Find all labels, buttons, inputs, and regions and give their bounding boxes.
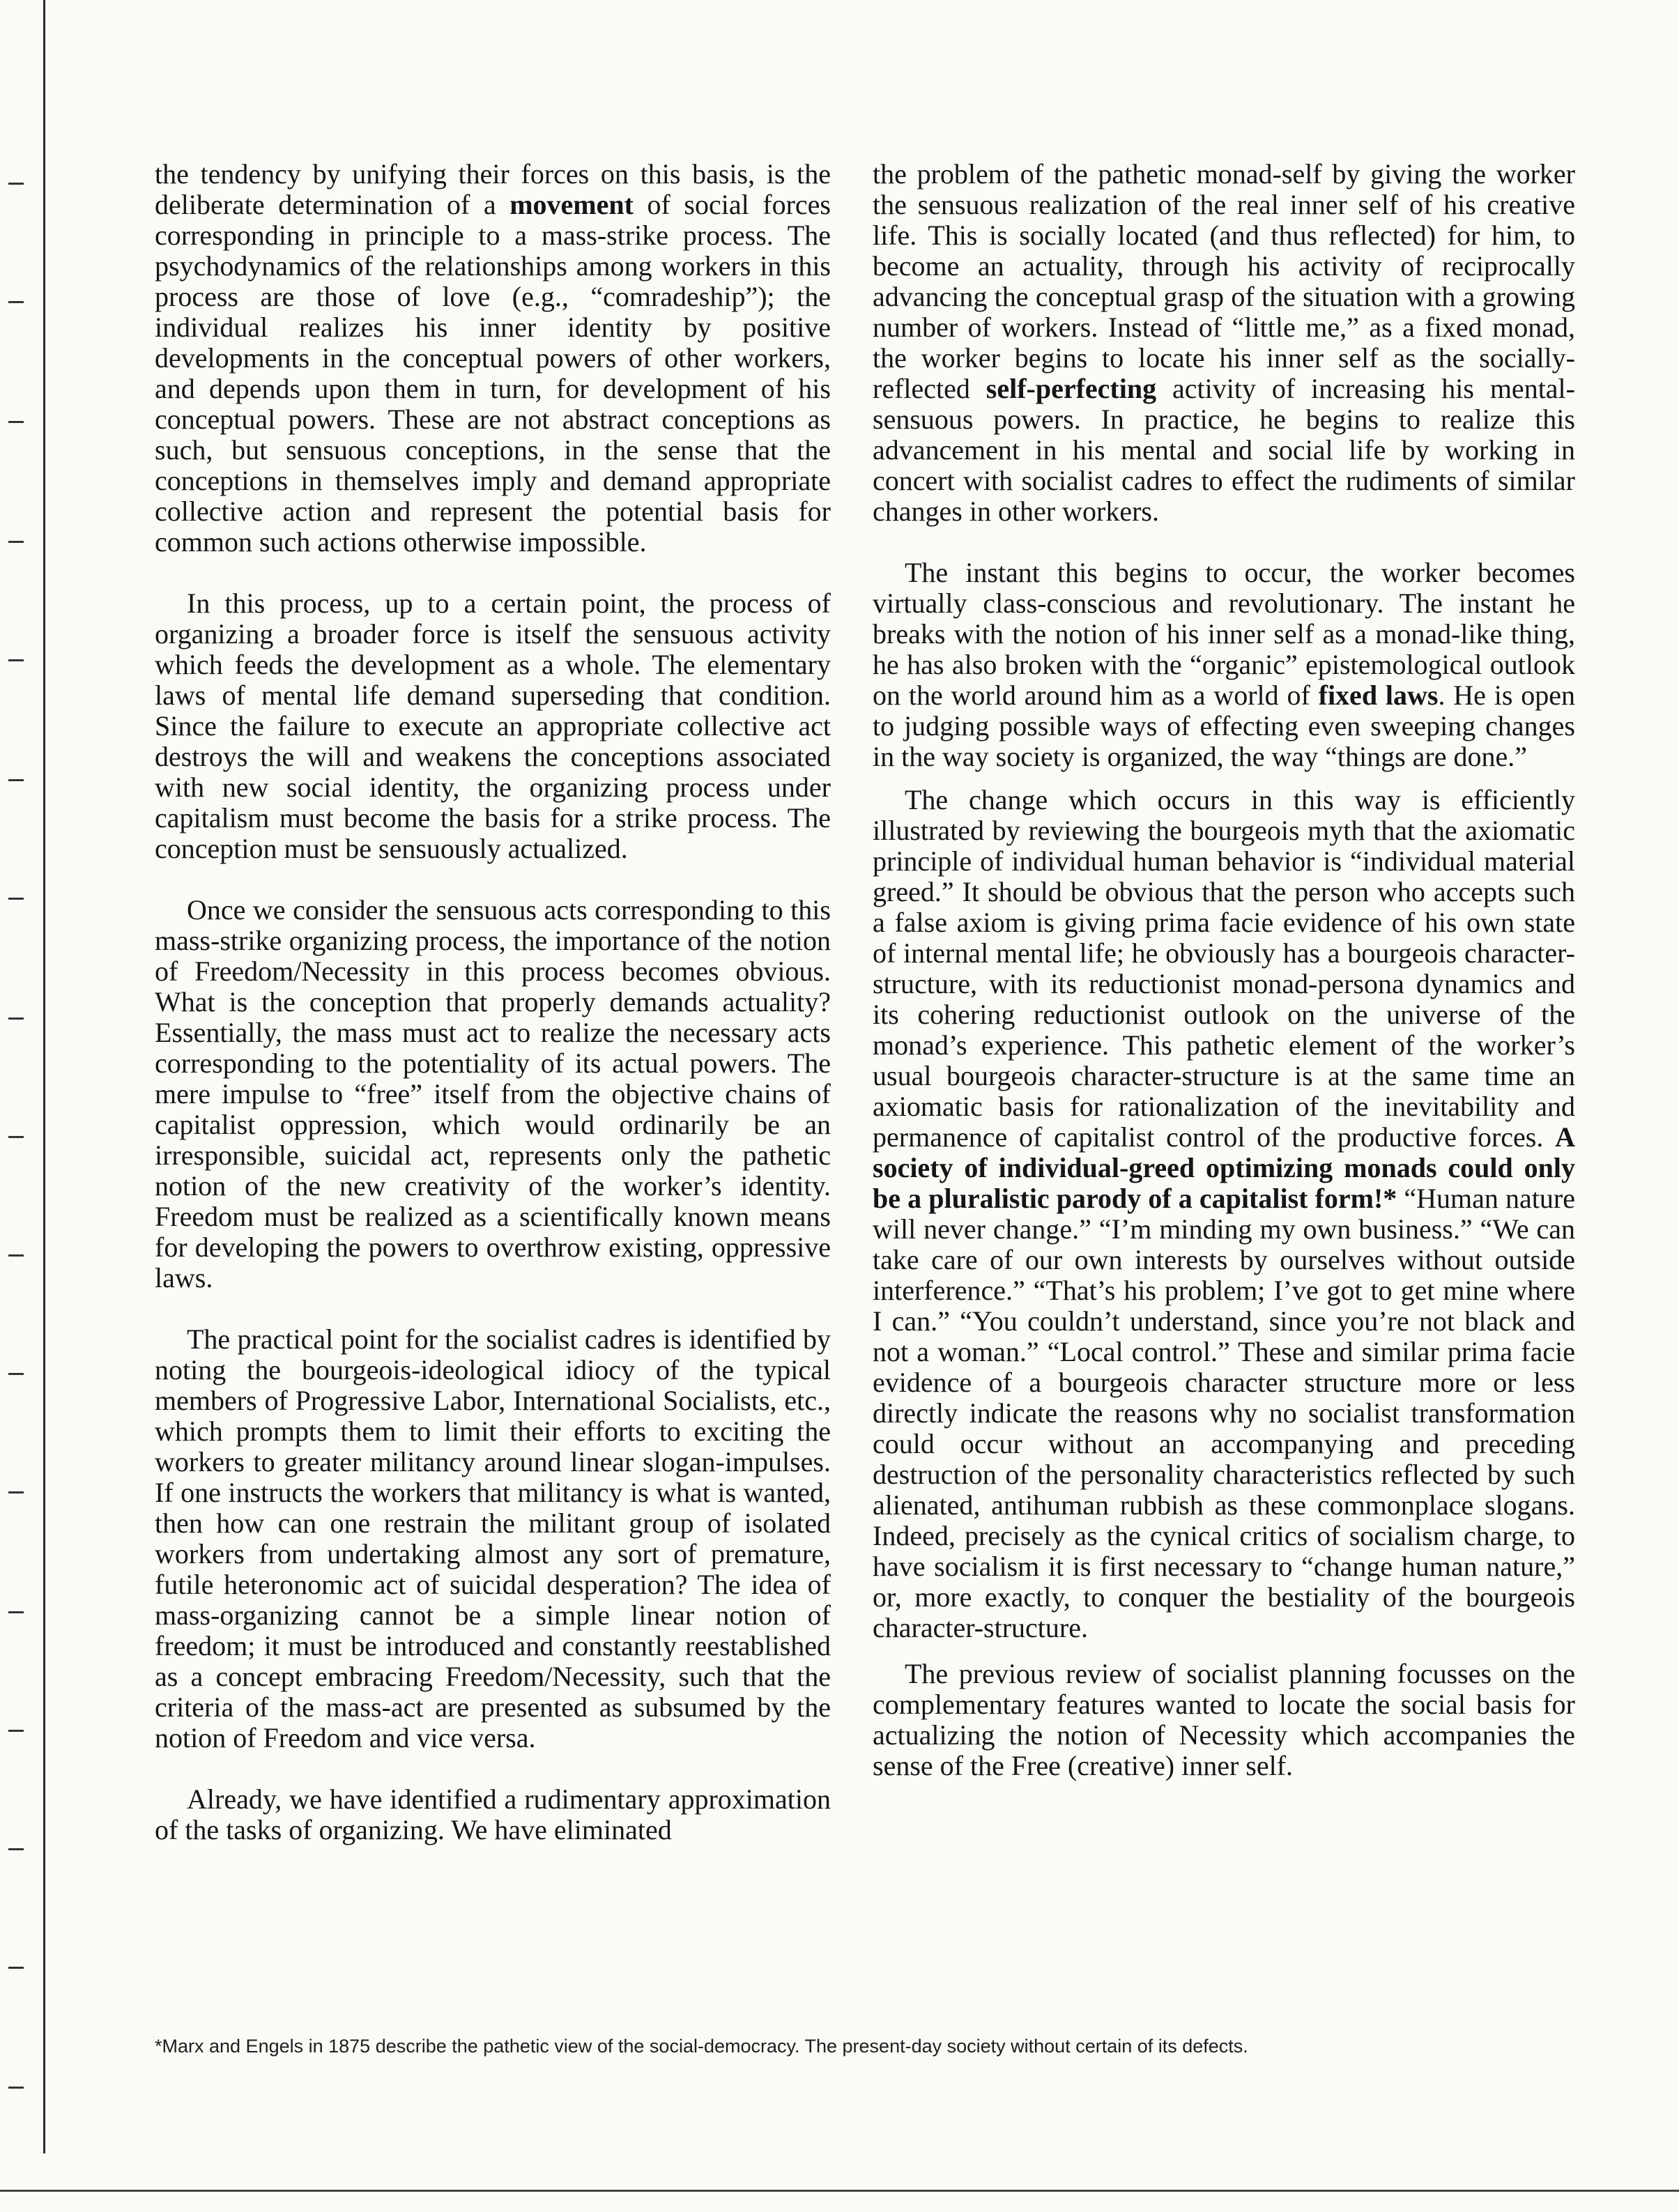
paragraph	[155, 1784, 831, 1845]
margin-tick	[8, 1373, 24, 1375]
bold-phrase: self-perfecting	[986, 373, 1157, 404]
text-run: of social forces corresponding in principle to a mass-strike process. The psychodynamics of the relationships among workers in this process are those of love (e.g., “comradeship”); the individual realizes his inner identity by positive developments in the conceptual powers of other workers, and depends upon them in turn, for development of his conceptual powers. These are not abstract conceptions as such, but sensuous conceptions, in the sense that the conceptions in themselves imply and demand appropriate collective action and represent the potential basis for common such actions otherwise impossible.	[155, 189, 831, 558]
margin-tick	[8, 541, 24, 543]
margin-tick	[8, 659, 24, 661]
text-run: In this process, up to a certain point, the process of organizing a broader force is itself the sensuous activity which feeds the development as a whole. The elementary laws of mental life demand superseding that condition. Since the failure to execute an appropriate collective act destroys the will and weakens the conceptions associated with new social identity, the organizing process under capitalism must become the basis for a strike process. The conception must be sensuously actualized.	[155, 587, 831, 864]
margin-tick	[8, 1491, 24, 1493]
text-run: The previous review of socialist planning focusses on the complementary features wanted to locate the social basis for actualizing the notion of Necessity which accompanies the sense of the Free (creative) inner self.	[873, 1658, 1575, 1781]
margin-tick	[8, 421, 24, 423]
text-run: The practical point for the socialist cadres is identified by noting the bourgeois-ideological idiocy of the typical members of Progressive Labor, International Socialists, etc., which prompts them to limit their efforts to exciting the workers to greater militancy around linear slogan-impulses. If one instructs the workers that militancy is what is wanted, then how can one restrain the militant group of isolated workers from undertaking almost any sort of premature, futile heteronomic act of suicidal desperation? The idea of mass-organizing cannot be a simple linear notion of freedom; it must be introduced and constantly reestablished as a concept embracing Freedom/Necessity, such that the criteria of the mass-act are presented as subsumed by the notion of Freedom and vice versa.	[155, 1323, 831, 1753]
text-run: activity of increasing his mental-sensuous powers. In practice, he begins to realize this advancement in his mental and social life by working in concert with socialist cadres to effect the rudiments of similar changes in other workers.	[873, 373, 1575, 527]
text-run: Once we consider the sensuous acts corresponding to this mass-strike organizing process, the importance of the notion of Freedom/Necessity in this process becomes obvious. What is the conception that properly demands actuality? Essentially, the mass must act to realize the necessary acts corresponding to the potentiality of its actual powers. The mere impulse to “free” itself from the objective chains of capitalist oppression, which would ordinarily be an irresponsible, suicidal act, represents only the pathetic notion of the new creativity of the worker’s identity. Freedom must be realized as a scientifically known means for developing the powers to overthrow existing, oppressive laws.	[155, 894, 831, 1293]
left-text-column	[155, 159, 831, 1845]
paragraph	[873, 558, 1575, 772]
text-run: Already, we have identified a rudimentary approximation of the tasks of organizing. We have eliminated	[155, 1783, 831, 1845]
margin-tick	[8, 1967, 24, 1969]
paragraph	[155, 588, 831, 864]
text-run: The instant this begins to occur, the worker becomes virtually class-conscious and revolutionary. The instant he breaks with the notion of his inner self as a monad-like thing, he has also broken with the “organic” epistemological outlook on the world around him as a world of	[873, 557, 1575, 711]
paragraph	[873, 1659, 1575, 1781]
bold-phrase: A society of individual-greed optimizing monads could only be a pluralistic parody of a capitalist form!*	[873, 1121, 1575, 1214]
paragraph	[873, 785, 1575, 1643]
margin-tick	[8, 1848, 24, 1850]
margin-tick	[8, 1254, 24, 1257]
margin-tick	[8, 1017, 24, 1020]
footnote: *Marx and Engels in 1875 describe the pathetic view of the social-democracy. The present-day society without certain of its defects.	[155, 2036, 1248, 2057]
margin-tick	[8, 1730, 24, 1732]
right-text-column	[873, 159, 1575, 1781]
text-run: “Human nature will never change.” “I’m minding my own business.” “We can take care of our own interests by ourselves without outside interference.” “That’s his problem; I’ve got to get mine where I can.” “You couldn’t understand, since you’re not black and not a woman.” “Local control.” These and similar prima facie evidence of a bourgeois character structure more or less directly indicate the reasons why no socialist transformation could occur without an accompanying and preceding destruction of the personality characteristics reflected by such alienated, antihuman rubbish as these commonplace slogans. Indeed, precisely as the cynical critics of socialism charge, to have socialism it is first necessary to “change human nature,” or, more exactly, to conquer the bestiality of the bourgeois character-structure.	[873, 1183, 1575, 1643]
margin-tick	[8, 898, 24, 900]
text-run: the problem of the pathetic monad-self by giving the worker the sensuous realization of the real inner self of his creative life. This is socially located (and thus reflected) for him, to become an actuality, through his activity of reciprocally advancing the conceptual grasp of the situation with a growing number of workers. Instead of “little me,” as a fixed monad, the worker begins to locate his inner self as the socially-reflected	[873, 158, 1575, 404]
paragraph	[155, 895, 831, 1293]
margin-tick	[8, 1136, 24, 1138]
margin-tick	[8, 2087, 24, 2089]
margin-tick	[8, 1611, 24, 1613]
binding-margin-line	[43, 0, 45, 2153]
bold-phrase: movement	[509, 189, 634, 220]
paragraph	[155, 1324, 831, 1753]
margin-tick	[8, 183, 24, 185]
text-run: the tendency by unifying their forces on this basis, is the deliberate determination of a	[155, 158, 831, 220]
margin-tick	[8, 779, 24, 781]
text-run: The change which occurs in this way is efficiently illustrated by reviewing the bourgeois myth that the axiomatic principle of individual human behavior is “individual material greed.” It should be obvious that the person who accepts such a false axiom is giving prima facie evidence of his own state of internal mental life; he obviously has a bourgeois character-structure, with its reductionist monad-persona dynamics and its cohering reductionist outlook on the universe of the monad’s experience. This pathetic element of the worker’s usual bourgeois character-structure is at the same time an axiomatic basis for rationalization of the inevitability and permanence of capitalist control of the productive forces.	[873, 784, 1575, 1153]
bold-phrase: fixed laws	[1318, 679, 1439, 711]
margin-tick	[8, 301, 24, 303]
paragraph	[873, 159, 1575, 527]
paragraph	[155, 159, 831, 558]
bottom-rule	[0, 2190, 1679, 2192]
text-run: . He is open to judging possible ways of effecting even sweeping changes in the way society is organized, the way “things are done.”	[873, 679, 1576, 772]
